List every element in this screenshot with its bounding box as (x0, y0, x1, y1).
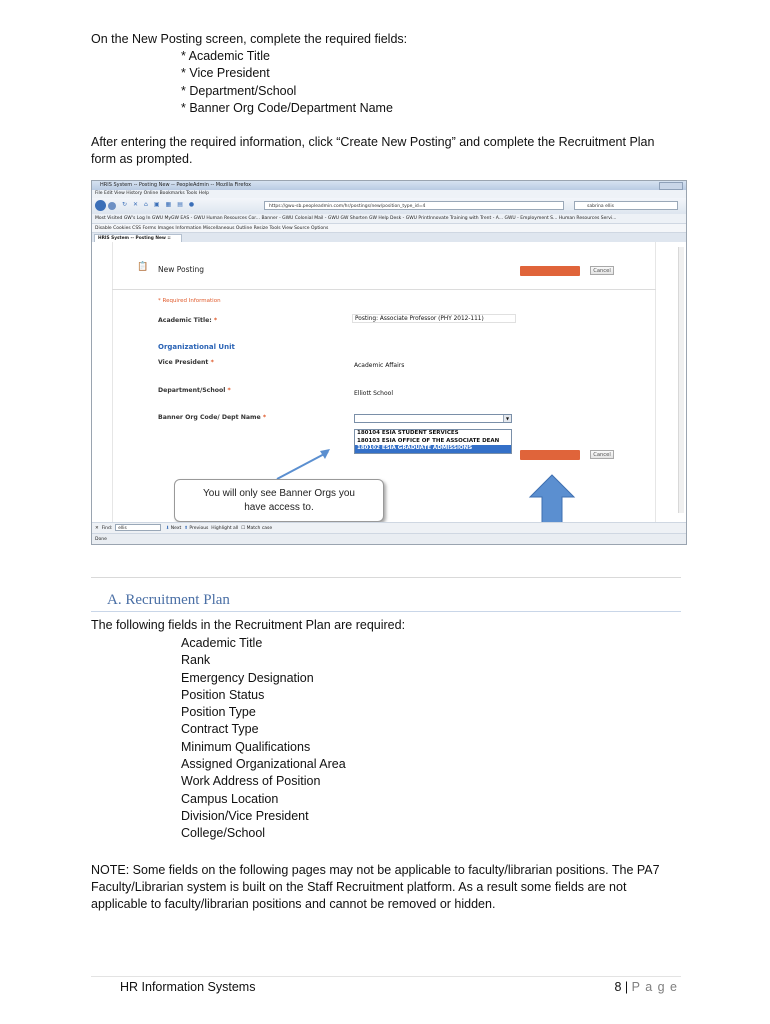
vp-label: Vice President * (158, 359, 214, 366)
vp-value: Academic Affairs (354, 362, 405, 369)
up-arrow-icon (530, 475, 574, 524)
callout-line: You will only see Banner Orgs you (203, 488, 355, 499)
instruction-line: form as prompted. (91, 152, 193, 166)
dropdown-option[interactable]: 180103 ESIA OFFICE OF THE ASSOCIATE DEAN (357, 437, 500, 444)
find-input[interactable]: ellis (115, 524, 161, 531)
up-arrow-small-icon: ⬆ (184, 526, 188, 531)
org-unit-heading: Organizational Unit (158, 343, 235, 351)
callout-line: have access to. (244, 502, 314, 513)
dropdown-option-selected[interactable]: 180102 ESIA GRADUATE ADMISSIONS (355, 445, 511, 453)
list-item: * Academic Title (181, 49, 270, 63)
required-info-note: * Required Information (158, 298, 221, 304)
cancel-button-top[interactable]: Cancel (590, 266, 614, 275)
note-line: applicable to faculty/librarian positions and cannot be removed or hidden. (91, 897, 496, 911)
list-item: Campus Location (181, 791, 279, 806)
find-label: Find: (101, 526, 113, 531)
find-next-button[interactable]: Next (170, 526, 182, 531)
close-icon[interactable]: ✕ (95, 526, 99, 531)
pointer-arrow-line (277, 452, 328, 479)
section-lead: The following fields in the Recruitment Plan are required: (91, 618, 406, 632)
dept-label: Department/School * (158, 387, 231, 394)
chevron-down-icon[interactable]: ▼ (503, 415, 511, 422)
pointer-arrow-head (320, 449, 330, 459)
page-separator: | (624, 980, 629, 994)
dept-value: Elliott School (354, 390, 393, 397)
list-item: Minimum Qualifications (181, 739, 311, 754)
footer-left: HR Information Systems (120, 980, 256, 994)
list-item: Division/Vice President (181, 808, 309, 823)
list-item: * Vice President (181, 66, 270, 81)
note-line: Faculty/Librarian system is built on the Staff Recruitment platform. As a result some fields are not (91, 880, 627, 894)
list-item: Work Address of Position (181, 774, 321, 789)
list-item: * Banner Org Code/Department Name (181, 100, 393, 115)
list-item: Position Type (181, 705, 256, 720)
list-item: Position Status (181, 687, 265, 702)
callout-box (174, 479, 384, 522)
page-indicator (614, 980, 678, 994)
status-bar (92, 533, 686, 544)
checkbox-icon[interactable]: ☐ (241, 526, 246, 531)
list-item: College/School (181, 826, 266, 841)
instruction-line: After entering the required information, click “Create New Posting” and complete the Recruitment Plan (91, 135, 655, 149)
window-title: HRIS System -- Posting New -- PeopleAdmin -- Mozilla Firefox (100, 182, 252, 188)
web-developer-toolbar[interactable]: Disable Cookies CSS Forms Images Information Miscellaneous Outline Resize Tools View Source Options (92, 224, 686, 233)
match-case-label: Match case (246, 526, 273, 531)
find-previous-button[interactable]: Previous (189, 526, 209, 531)
list-item: Emergency Designation (181, 670, 314, 685)
tab-hris[interactable]: HRIS System -- Posting New :: (94, 234, 182, 242)
academic-title-field[interactable]: Posting: Associate Professor (PHY 2012-111) (352, 314, 516, 323)
page-number: 8 (614, 980, 622, 994)
menu-bar[interactable]: File Edit View History Online Bookmarks Tools Help (92, 190, 686, 198)
highlight-all-button[interactable]: Highlight all (211, 526, 239, 531)
list-item: Assigned Organizational Area (181, 757, 346, 772)
page-word: P a g e (631, 980, 678, 994)
academic-title-label: Academic Title: * (158, 317, 218, 324)
page-title: New Posting (158, 265, 205, 274)
address-bar[interactable]: https://gwu-sb.peopleadmin.com/hr/postings/new/position_type_id=4 (264, 201, 564, 210)
list-item: Rank (181, 653, 211, 668)
section-divider (91, 577, 681, 578)
embedded-screenshot (91, 180, 687, 545)
heading-underline (91, 611, 681, 612)
list-item: * Department/School (181, 83, 297, 98)
search-input[interactable]: sabrina ellis (574, 201, 678, 210)
recruitment-fields-list (181, 635, 346, 843)
notepad-icon: 📋 (137, 262, 149, 272)
footer-rule (91, 976, 681, 977)
banner-org-label: Banner Org Code/ Dept Name * (158, 414, 267, 421)
note-line: NOTE: Some fields on the following pages may not be applicable to faculty/librarian positions. The PA7 (91, 863, 660, 877)
down-arrow-icon: ⬇ (165, 526, 170, 531)
list-item: Academic Title (181, 636, 263, 650)
list-item: Contract Type (181, 722, 259, 737)
toolbar-icons[interactable]: ↻✕⌂▣▦▤● (122, 201, 201, 208)
status-text: Done (95, 537, 107, 542)
section-heading: A. Recruitment Plan (107, 592, 230, 608)
intro-line: On the New Posting screen, complete the required fields: (91, 32, 408, 46)
find-bar (92, 522, 686, 533)
dropdown-option[interactable]: 180104 ESIA STUDENT SERVICES (357, 430, 459, 436)
bookmarks-bar[interactable]: Most Visited GW's Log In GWU MyGW EAS - GWU Human Resources Cor... Banner - GWU Colonial Mail - GWU GW Shorten GW Help Desk - GWU PrintInnovate Training with Trent - A... GWU - Employment S... Human Resources Servi... (92, 214, 686, 224)
required-fields-list (181, 48, 393, 117)
cancel-button[interactable]: Cancel (590, 450, 614, 459)
